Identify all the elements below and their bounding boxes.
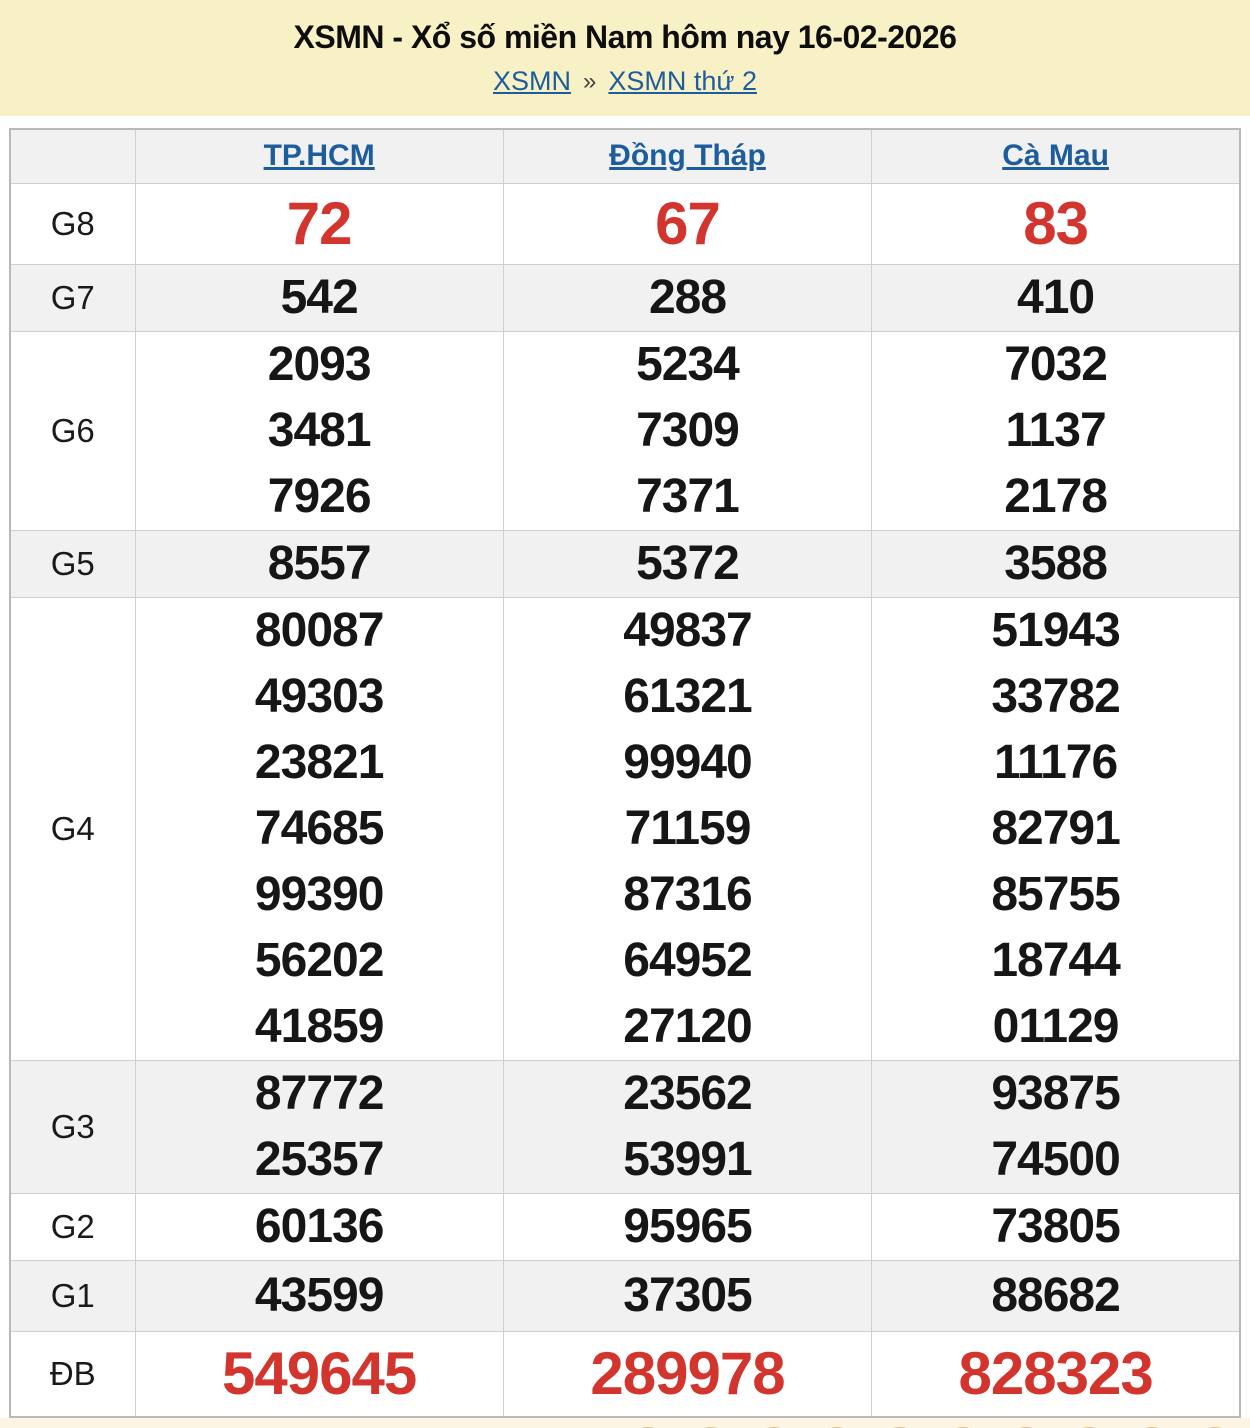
prize-row-g8 xyxy=(10,183,1240,264)
prize-number: 7926 xyxy=(267,469,371,523)
prize-cell xyxy=(872,264,1240,331)
breadcrumb xyxy=(493,66,757,97)
prize-number: 1137 xyxy=(1005,403,1106,457)
prize-row-g2 xyxy=(10,1193,1240,1260)
province-link-dong-thap[interactable]: Đồng Tháp xyxy=(609,139,766,173)
prize-number: 61321 xyxy=(623,669,752,723)
prize-cell xyxy=(135,1331,503,1417)
prize-number: 56202 xyxy=(254,933,384,987)
prize-number: 67 xyxy=(655,189,720,257)
column-header-ca-mau xyxy=(872,129,1240,183)
prize-cell xyxy=(872,1331,1240,1417)
prize-number: 8557 xyxy=(267,536,371,590)
prize-cell xyxy=(135,183,503,264)
prize-cell xyxy=(872,597,1240,1060)
prize-number: 3481 xyxy=(267,403,371,457)
prize-number: 73805 xyxy=(991,1199,1120,1253)
prize-label-g6: G6 xyxy=(10,331,135,530)
prize-number: 37305 xyxy=(623,1268,752,1322)
prize-row-db xyxy=(10,1331,1240,1417)
prize-label-g5: G5 xyxy=(10,530,135,597)
prize-cell xyxy=(135,597,503,1060)
prize-number: 2178 xyxy=(1004,469,1107,523)
prize-cell xyxy=(503,331,871,530)
prize-number: 87772 xyxy=(254,1066,384,1120)
prize-number: 01129 xyxy=(992,999,1119,1053)
prize-number: 7309 xyxy=(636,403,739,457)
prize-cell xyxy=(872,1060,1240,1193)
table-header-row xyxy=(10,129,1240,183)
prize-number: 99390 xyxy=(254,867,384,921)
prize-number: 25357 xyxy=(254,1132,384,1186)
prize-number: 542 xyxy=(280,270,358,324)
lottery-results-table xyxy=(9,128,1241,1418)
prize-cell xyxy=(872,183,1240,264)
prize-cell xyxy=(872,1193,1240,1260)
prize-number: 64952 xyxy=(623,933,752,987)
prize-number: 33782 xyxy=(991,669,1120,723)
page-title: XSMN - Xổ số miền Nam hôm nay 16-02-2026 xyxy=(293,19,957,55)
prize-cell xyxy=(503,1331,871,1417)
prize-number: 74500 xyxy=(991,1132,1120,1186)
prize-label-g8: G8 xyxy=(10,183,135,264)
column-header-tphcm xyxy=(135,129,503,183)
results-table-wrapper xyxy=(9,128,1241,1418)
prize-number: 7371 xyxy=(636,469,739,523)
prize-label-g2: G2 xyxy=(10,1193,135,1260)
prize-number: 60136 xyxy=(254,1199,384,1253)
prize-number: 83 xyxy=(1023,189,1088,257)
ball-strip xyxy=(0,1418,1250,1428)
prize-number: 5234 xyxy=(636,337,739,391)
province-link-tphcm[interactable]: TP.HCM xyxy=(263,139,375,173)
prize-number: 23821 xyxy=(254,735,384,789)
prize-number: 95965 xyxy=(623,1199,752,1253)
prize-cell xyxy=(872,1260,1240,1331)
prize-number: 82791 xyxy=(991,801,1120,855)
prize-cell xyxy=(135,331,503,530)
prize-label-g4: G4 xyxy=(10,597,135,1060)
prize-number: 5372 xyxy=(636,536,739,590)
corner-cell xyxy=(10,129,135,183)
prize-number: 288 xyxy=(648,270,727,324)
province-link-ca-mau[interactable]: Cà Mau xyxy=(1002,139,1109,173)
prize-number: 27120 xyxy=(623,999,752,1053)
prize-cell xyxy=(135,530,503,597)
prize-number: 3588 xyxy=(1004,536,1107,590)
prize-row-g4 xyxy=(10,597,1240,1060)
prize-row-g5 xyxy=(10,530,1240,597)
prize-number: 43599 xyxy=(254,1268,384,1322)
prize-number: 49303 xyxy=(254,669,384,723)
prize-cell xyxy=(503,1193,871,1260)
prize-number: 2093 xyxy=(267,337,371,391)
prize-number: 49837 xyxy=(623,603,752,657)
breadcrumb-separator: » xyxy=(583,67,597,95)
prize-number: 53991 xyxy=(623,1132,752,1186)
prize-row-g3 xyxy=(10,1060,1240,1193)
breadcrumb-link-xsmn[interactable]: XSMN xyxy=(493,66,572,96)
prize-label-g1: G1 xyxy=(10,1260,135,1331)
prize-cell xyxy=(503,1260,871,1331)
breadcrumb-link-xsmn-thu-2[interactable]: XSMN thứ 2 xyxy=(608,66,757,96)
prize-number: 51943 xyxy=(991,603,1120,657)
prize-number: 410 xyxy=(1017,270,1095,324)
prize-cell xyxy=(503,530,871,597)
prize-number: 23562 xyxy=(623,1066,752,1120)
prize-label-g3: G3 xyxy=(10,1060,135,1193)
page-header xyxy=(0,0,1250,116)
prize-label-db: ĐB xyxy=(10,1331,135,1417)
prize-number: 41859 xyxy=(254,999,384,1053)
prize-row-g1 xyxy=(10,1260,1240,1331)
prize-cell xyxy=(135,1260,503,1331)
prize-number: 18744 xyxy=(991,933,1120,987)
prize-number: 11176 xyxy=(993,735,1118,789)
prize-row-g6 xyxy=(10,331,1240,530)
prize-number: 72 xyxy=(286,189,352,257)
column-header-dong-thap xyxy=(503,129,871,183)
prize-number: 71159 xyxy=(624,801,751,855)
prize-cell xyxy=(135,1193,503,1260)
prize-number: 828323 xyxy=(958,1339,1153,1407)
prize-label-g7: G7 xyxy=(10,264,135,331)
prize-number: 549645 xyxy=(222,1339,417,1407)
prize-number: 80087 xyxy=(254,603,384,657)
prize-cell xyxy=(872,331,1240,530)
prize-number: 93875 xyxy=(991,1066,1120,1120)
prize-number: 99940 xyxy=(623,735,752,789)
prize-number: 85755 xyxy=(991,867,1120,921)
prize-number: 74685 xyxy=(254,801,384,855)
prize-number: 87316 xyxy=(623,867,752,921)
prize-cell xyxy=(135,1060,503,1193)
prize-cell xyxy=(503,183,871,264)
prize-cell xyxy=(503,1060,871,1193)
prize-row-g7 xyxy=(10,264,1240,331)
prize-cell xyxy=(872,530,1240,597)
prize-cell xyxy=(503,264,871,331)
prize-number: 7032 xyxy=(1004,337,1107,391)
prize-cell xyxy=(503,597,871,1060)
results-body xyxy=(10,183,1240,1417)
prize-number: 289978 xyxy=(590,1339,785,1407)
prize-cell xyxy=(135,264,503,331)
prize-number: 88682 xyxy=(991,1268,1120,1322)
